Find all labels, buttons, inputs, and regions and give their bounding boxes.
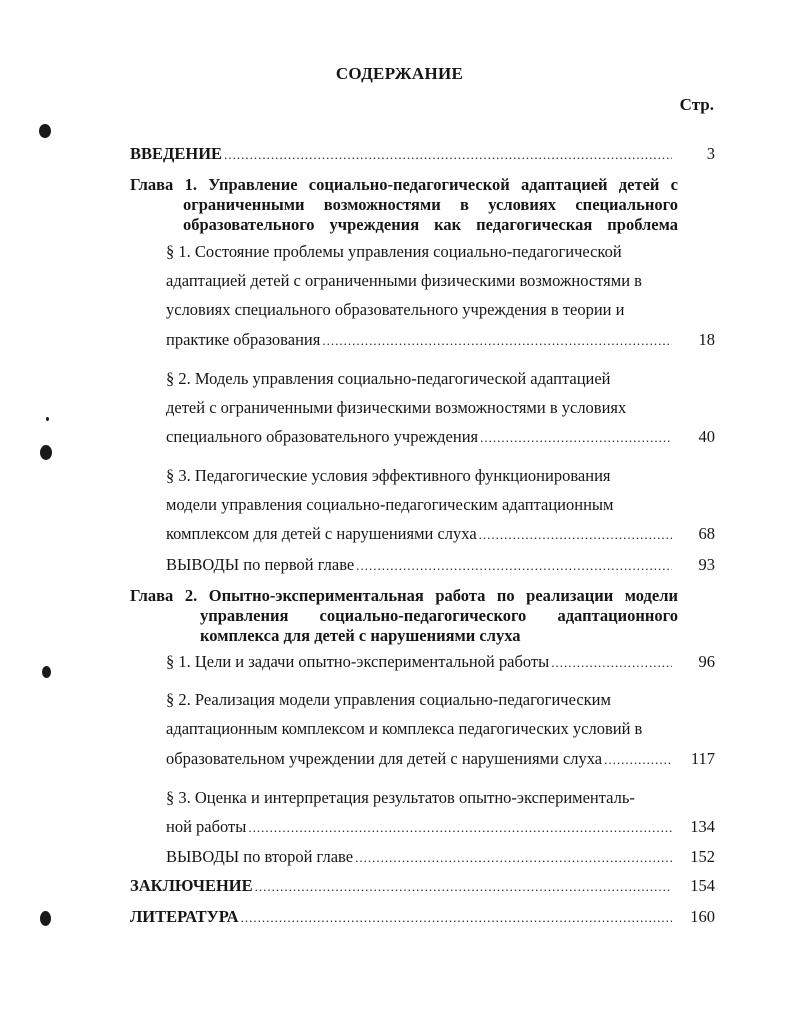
chapter-prefix: Глава 1.	[130, 175, 197, 194]
toc-entry-label: ВЫВОДЫ по второй главе	[166, 847, 354, 866]
toc-page-number: 68	[698, 524, 715, 543]
toc-entry-label: образовательном учреждении для детей с нарушениями слуха	[166, 749, 603, 768]
toc-entry-ch1-s2[interactable]	[166, 426, 715, 448]
scan-speck	[46, 417, 49, 421]
toc-section-text: § 3. Оценка и интерпретация результатов опытно-эксперименталь-	[166, 788, 635, 807]
chapter-heading-line	[130, 586, 678, 606]
toc-section-text: детей с ограниченными физическими возможностями в условиях	[166, 398, 627, 417]
chapter-title-line: образовательного учреждения как педагогическая проблема	[183, 215, 678, 234]
leader-dots	[604, 749, 672, 771]
toc-section-text: адаптационным комплексом и комплекса педагогических условий в	[166, 719, 643, 738]
leader-dots	[241, 907, 672, 929]
page-title: СОДЕРЖАНИЕ	[335, 64, 464, 83]
toc-page-number: 96	[698, 652, 715, 671]
toc-section-text: § 2. Реализация модели управления социально-педагогическим	[166, 690, 611, 709]
toc-entry-label: ВВЕДЕНИЕ	[130, 144, 223, 163]
toc-entry-label: комплексом для детей с нарушениями слуха	[166, 524, 477, 543]
leader-dots	[248, 817, 672, 839]
toc-section-text: модели управления социально-педагогическим адаптационным	[166, 495, 614, 514]
toc-page-number: 134	[690, 817, 715, 836]
toc-entry-ch2-s2[interactable]	[166, 748, 715, 770]
chapter-heading-line	[200, 626, 678, 646]
toc-entry-ch2-s1[interactable]	[166, 651, 715, 673]
toc-page-number: 160	[690, 907, 715, 926]
toc-page-number: 18	[698, 330, 715, 349]
chapter-prefix: Глава 2.	[130, 586, 198, 605]
chapter-heading-line	[183, 215, 678, 235]
chapter-2-heading[interactable]	[130, 586, 678, 646]
toc-section-text: § 2. Модель управления социально-педагогической адаптацией	[166, 369, 611, 388]
toc-page-number: 93	[698, 555, 715, 574]
toc-entry-label: практике образования	[166, 330, 321, 349]
punch-hole-mark	[39, 124, 51, 138]
chapter-1-heading[interactable]	[130, 175, 678, 235]
toc-entry-introduction[interactable]	[130, 143, 715, 165]
chapter-title-line: комплекса для детей с нарушениями слуха	[200, 626, 521, 645]
toc-entry-label: ЗАКЛЮЧЕНИЕ	[130, 876, 253, 895]
toc-page-number: 3	[706, 144, 715, 163]
toc-entry-conclusion[interactable]	[130, 875, 715, 897]
leader-dots	[479, 524, 672, 546]
toc-entry-ch2-conclusions[interactable]	[166, 846, 715, 868]
leader-dots	[356, 555, 672, 577]
leader-dots	[255, 876, 672, 898]
chapter-heading-line	[130, 175, 678, 195]
leader-dots	[480, 427, 672, 449]
leader-dots	[551, 652, 672, 674]
toc-entry-ch1-s1[interactable]	[166, 329, 715, 351]
toc-section-text: условиях специального образовательного учреждения в теории и	[166, 300, 625, 319]
toc-entry-label: ЛИТЕРАТУРА	[130, 907, 239, 926]
toc-page-number: 40	[698, 427, 715, 446]
toc-entry-label: специального образовательного учреждения	[166, 427, 479, 446]
toc-section-text: адаптацией детей с ограниченными физическими возможностями в	[166, 271, 642, 290]
toc-entry-literature[interactable]	[130, 906, 715, 928]
punch-hole-mark	[40, 911, 51, 926]
chapter-title-line: Управление социально-педагогической адаптацией детей с	[208, 175, 678, 194]
toc-entry-ch2-s3[interactable]	[166, 816, 715, 838]
toc-entry-ch1-s3[interactable]	[166, 523, 715, 545]
chapter-heading-line	[200, 606, 678, 626]
chapter-title-line: управления социально-педагогического адаптационного	[200, 606, 678, 625]
page-column-label: Стр.	[679, 95, 714, 114]
punch-hole-mark	[42, 666, 51, 678]
toc-page-number: 152	[690, 847, 715, 866]
toc-entry-label: § 1. Цели и задачи опытно-экспериментальной работы	[166, 652, 550, 671]
leader-dots	[322, 330, 672, 352]
toc-page-number: 117	[690, 749, 715, 768]
toc-entry-label: ВЫВОДЫ по первой главе	[166, 555, 355, 574]
toc-page-number: 154	[690, 876, 715, 895]
chapter-heading-line	[183, 195, 678, 215]
leader-dots	[355, 847, 672, 869]
toc-entry-label: ной работы	[166, 817, 247, 836]
punch-hole-mark	[40, 445, 52, 460]
toc-section-text: § 3. Педагогические условия эффективного функционирования	[166, 466, 611, 485]
leader-dots	[224, 144, 672, 166]
toc-section-text: § 1. Состояние проблемы управления социально-педагогической	[166, 242, 622, 261]
chapter-title-line: ограниченными возможностями в условиях специального	[183, 195, 678, 214]
toc-entry-ch1-conclusions[interactable]	[166, 554, 715, 576]
chapter-title-line: Опытно-экспериментальная работа по реализации модели	[208, 586, 678, 605]
